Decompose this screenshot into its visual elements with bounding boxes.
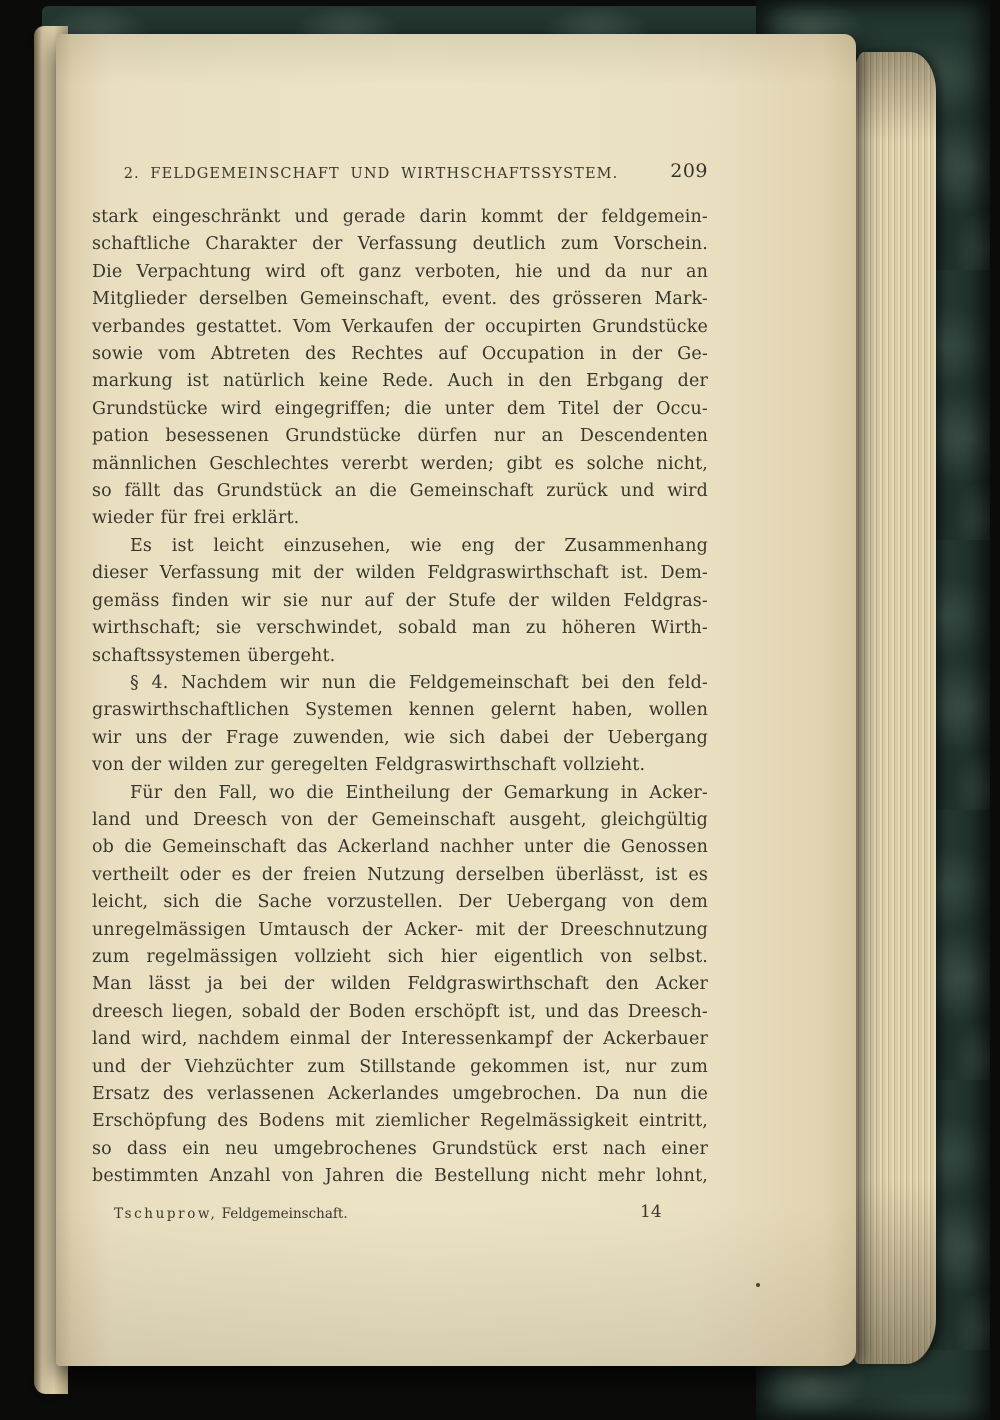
text-line: Mitglieder derselben Gemeinschaft, event. des grösseren Mark- (92, 289, 708, 310)
paragraph (92, 780, 708, 1191)
text-line: von der wilden zur geregelten Feldgraswirthschaft vollzieht. (92, 755, 646, 776)
text-line: Erschöpfung des Bodens mit ziemlicher Regelmässigkeit eintritt, (92, 1111, 708, 1132)
signature-author: Tschuprow, (114, 1205, 218, 1222)
text-line: und der Viehzüchter zum Stillstande gekommen ist, nur zum (92, 1056, 708, 1077)
right-page-edges (850, 52, 936, 1364)
text-line: land wird, nachdem einmal der Interessenkampf der Ackerbauer (92, 1029, 708, 1050)
text-line: wir uns der Frage zuwenden, wie sich dabei der Uebergang (92, 727, 708, 748)
text-line: § 4. Nachdem wir nun die Feldgemeinschaft bei den feld- (130, 672, 708, 693)
text-line: unregelmässigen Umtausch der Acker- mit der Dreeschnutzung (92, 919, 708, 940)
text-line: gemäss finden wir sie nur auf der Stufe der wilden Feldgras- (92, 590, 708, 611)
paper-speck (756, 1283, 760, 1287)
text-line: bestimmten Anzahl von Jahren die Bestellung nicht mehr lohnt, (92, 1166, 708, 1187)
text-line: männlichen Geschlechtes vererbt werden; gibt es solche nicht, (92, 453, 708, 474)
text-line: verbandes gestattet. Vom Verkaufen der occupirten Grundstücke (92, 316, 708, 337)
text-line: dieser Verfassung mit der wilden Feldgraswirthschaft ist. Dem- (92, 563, 708, 584)
text-line: Man lässt ja bei der wilden Feldgraswirthschaft den Acker (92, 974, 708, 995)
text-line: Die Verpachtung wird oft ganz verboten, hie und da nur an (92, 261, 708, 282)
printer-signature (114, 1206, 348, 1222)
text-line: graswirthschaftlichen Systemen kennen gelernt haben, wollen (92, 700, 708, 721)
text-line: Für den Fall, wo die Eintheilung der Gemarkung in Acker- (130, 782, 708, 803)
sheet-number: 14 (640, 1201, 662, 1222)
text-line: schaftliche Charakter der Verfassung deutlich zum Vorschein. (92, 234, 708, 255)
text-block (92, 160, 708, 1226)
book-page (56, 34, 856, 1366)
page-header (92, 160, 708, 190)
text-line: wieder für frei erklärt. (92, 508, 300, 529)
text-line: Es ist leicht einzusehen, wie eng der Zusammenhang (130, 535, 708, 556)
text-line: land und Dreesch von der Gemeinschaft ausgeht, gleichgültig (92, 809, 708, 830)
body-text (92, 204, 708, 1191)
text-line: leicht, sich die Sache vorzustellen. Der Uebergang von dem (92, 892, 708, 913)
text-line: markung ist natürlich keine Rede. Auch in den Erbgang der (92, 371, 708, 392)
text-line: stark eingeschränkt und gerade darin kommt der feldgemein- (92, 207, 708, 227)
text-line: Grundstücke wird eingegriffen; die unter dem Titel der Occu- (92, 398, 708, 419)
text-line: pation besessenen Grundstücke dürfen nur an Descendenten (92, 426, 708, 447)
paragraph (92, 204, 708, 533)
text-line: sowie vom Abtreten des Rechtes auf Occupation in der Ge- (92, 344, 708, 365)
text-line: ob die Gemeinschaft das Ackerland nachher unter die Genossen (92, 837, 708, 858)
paragraph (92, 670, 708, 780)
paragraph (92, 533, 708, 670)
text-line: so dass ein neu umgebrochenes Grundstück erst nach einer (92, 1138, 708, 1159)
text-line: vertheilt oder es der freien Nutzung derselben überlässt, ist es (92, 864, 708, 885)
text-line: schaftssystemen übergeht. (92, 645, 336, 666)
signature-work: Feldgemeinschaft. (217, 1205, 348, 1222)
text-line: dreesch liegen, sobald der Boden erschöpft ist, und das Dreesch- (92, 1001, 708, 1022)
running-title: 2. FELDGEMEINSCHAFT UND WIRTHSCHAFTSSYSTEM. (123, 166, 619, 182)
page-footer (92, 1202, 708, 1226)
text-line: wirthschaft; sie verschwindet, sobald man zu höheren Wirth- (92, 618, 708, 639)
page-number: 209 (670, 160, 708, 182)
text-line: zum regelmässigen vollzieht sich hier eigentlich von selbst. (92, 946, 708, 967)
text-line: so fällt das Grundstück an die Gemeinschaft zurück und wird (92, 481, 708, 502)
text-line: Ersatz des verlassenen Ackerlandes umgebrochen. Da nun die (92, 1084, 708, 1104)
